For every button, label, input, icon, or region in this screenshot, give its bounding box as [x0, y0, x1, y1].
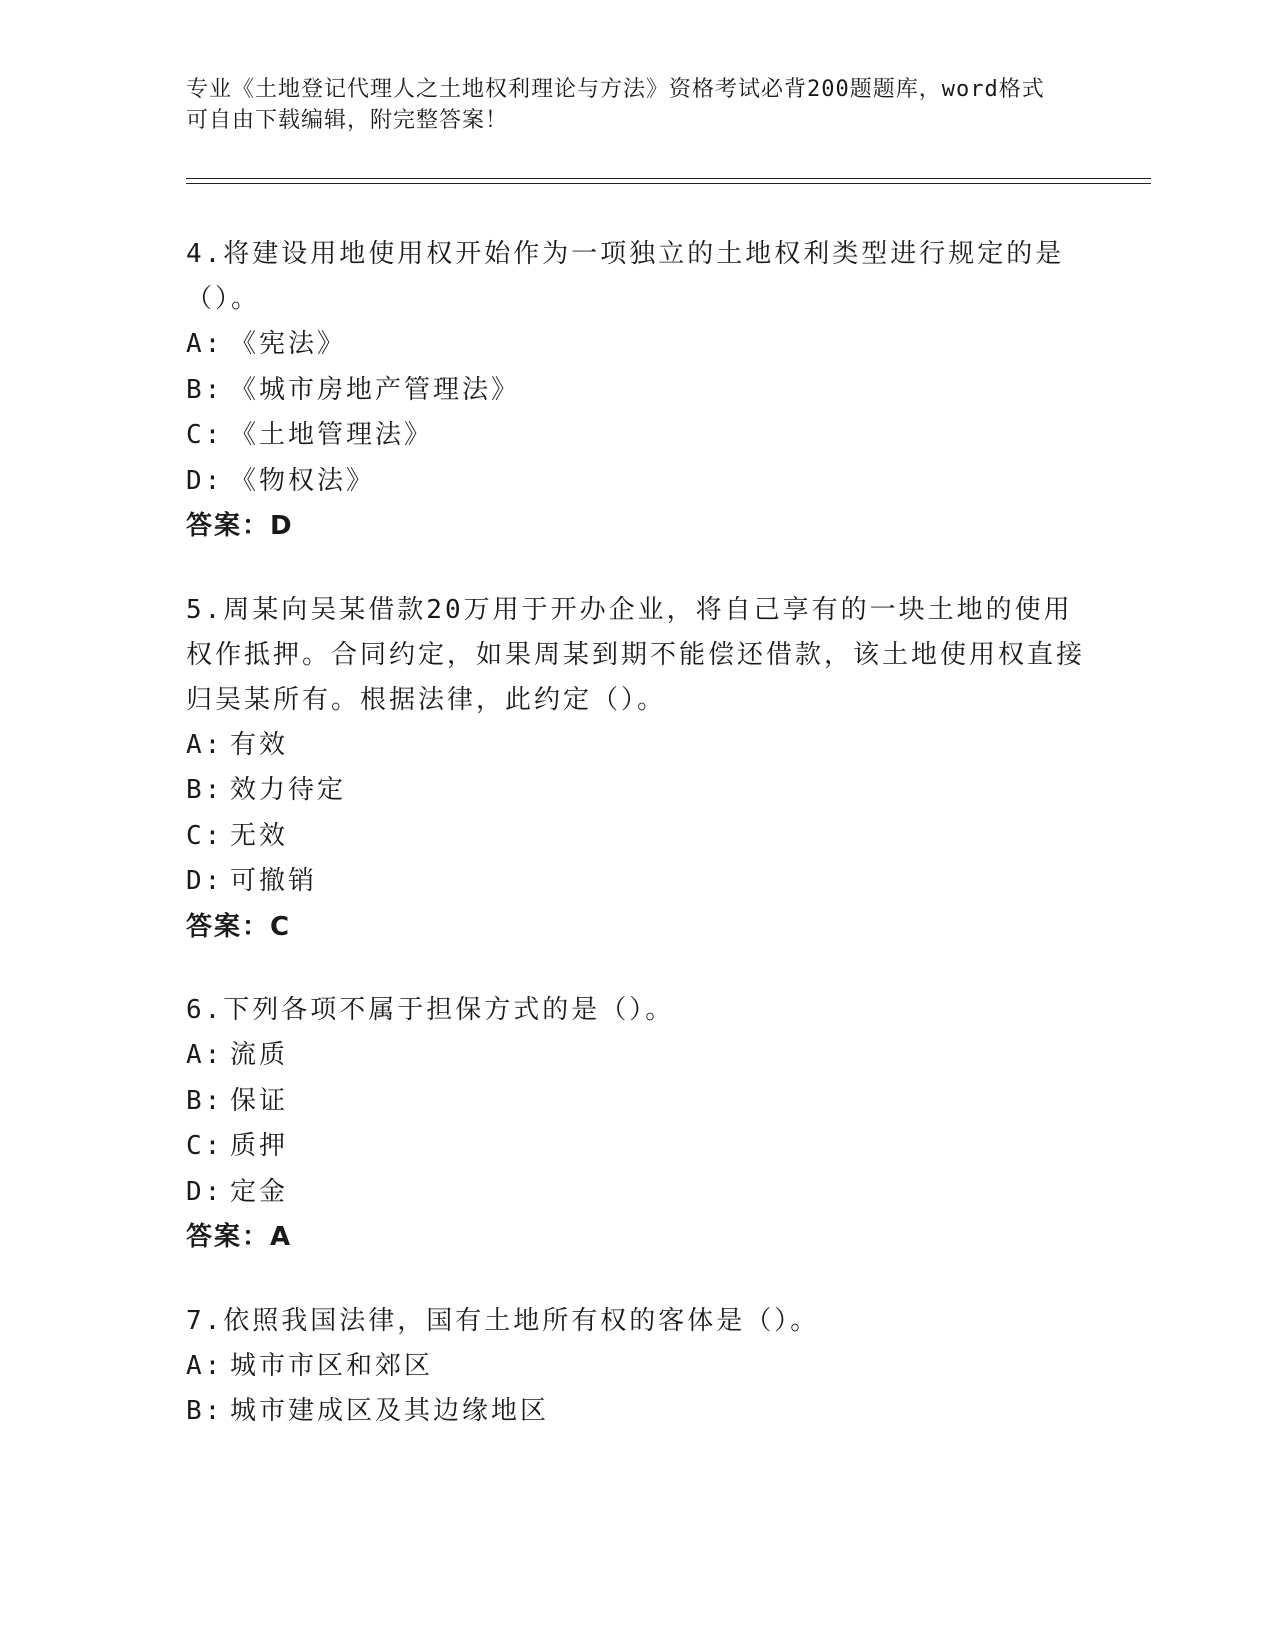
option-text: 效力待定 [230, 775, 347, 805]
option-label: C: [186, 820, 224, 851]
option-c [186, 814, 1086, 860]
option-text: 城市市区和郊区 [230, 1350, 434, 1381]
option-d [186, 459, 1086, 505]
option-text: 保证 [230, 1085, 289, 1116]
option-text: 《城市房地产管理法》 [230, 374, 521, 405]
document-header: 专业《土地登记代理人之土地权利理论与方法》资格考试必背200题题库，word格式可自由下载编辑，附完整答案！ [186, 77, 1045, 133]
answer: 答案：C [186, 911, 292, 942]
option-text: 《土地管理法》 [230, 420, 434, 450]
option-label: B: [186, 775, 224, 805]
option-text: 有效 [230, 729, 289, 760]
header-rule-bottom [186, 183, 1151, 184]
question-text: 4.将建设用地使用权开始作为一项独立的土地权利类型进行规定的是（）。 [186, 239, 1065, 314]
option-label: A: [186, 729, 224, 760]
question-4 [186, 232, 1086, 550]
option-label: D: [186, 866, 224, 896]
question-5 [186, 588, 1086, 951]
question-6 [186, 988, 1086, 1261]
question-text: 5.周某向吴某借款20万用于开办企业，将自己享有的一块土地的使用权作抵押。合同约定，如果周某到期不能偿还借款，该土地使用权直接归吴某所有。根据法律，此约定（）。 [186, 594, 1086, 715]
option-a [186, 322, 1086, 368]
option-label: B: [186, 374, 224, 405]
option-c [186, 1124, 1086, 1170]
option-a [186, 723, 1086, 769]
option-label: C: [186, 1131, 224, 1161]
question-list [186, 232, 1086, 1473]
option-text: 质押 [230, 1131, 289, 1161]
option-label: D: [186, 1176, 224, 1207]
answer: 答案：D [186, 511, 294, 541]
option-label: D: [186, 465, 224, 496]
option-d [186, 859, 1086, 905]
header-rule-top [186, 178, 1151, 179]
question-text: 7.依照我国法律，国有土地所有权的客体是（）。 [186, 1305, 820, 1336]
option-text: 可撤销 [230, 866, 318, 896]
option-label: A: [186, 1350, 224, 1381]
option-b [186, 768, 1086, 814]
option-b [186, 1389, 1086, 1435]
option-text: 城市建成区及其边缘地区 [230, 1396, 550, 1426]
option-text: 无效 [230, 820, 289, 851]
option-a [186, 1033, 1086, 1079]
option-text: 流质 [230, 1040, 289, 1070]
option-text: 定金 [230, 1176, 289, 1207]
option-label: A: [186, 1040, 224, 1070]
option-text: 《宪法》 [230, 329, 347, 359]
option-a [186, 1344, 1086, 1390]
option-label: A: [186, 329, 224, 359]
option-label: C: [186, 420, 224, 450]
answer: 答案：A [186, 1222, 293, 1252]
option-c [186, 413, 1086, 459]
option-b [186, 368, 1086, 414]
option-label: B: [186, 1396, 224, 1426]
question-7 [186, 1299, 1086, 1435]
option-d [186, 1170, 1086, 1216]
option-label: B: [186, 1085, 224, 1116]
question-text: 6.下列各项不属于担保方式的是（）。 [186, 995, 675, 1025]
option-b [186, 1079, 1086, 1125]
option-text: 《物权法》 [230, 465, 376, 496]
